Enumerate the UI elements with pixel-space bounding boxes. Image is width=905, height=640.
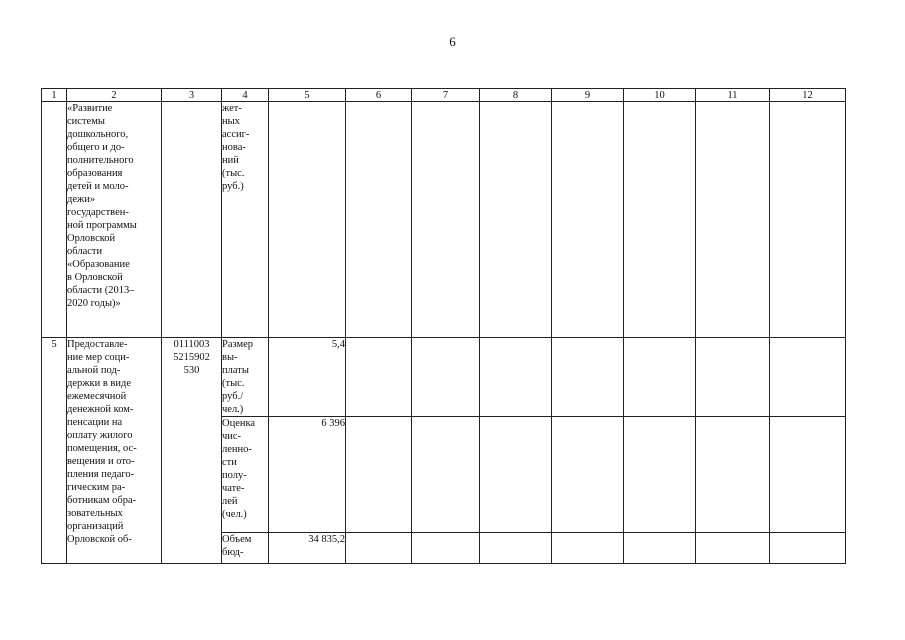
measure-name-line: детей и моло- (67, 181, 129, 192)
measure-name-line: области (67, 246, 103, 257)
budget-code-line: 530 (183, 365, 200, 376)
empty-cell (552, 533, 624, 564)
measure-name-line: ботникам обра- (67, 495, 137, 506)
empty-cell (552, 338, 624, 417)
empty-cell (412, 417, 480, 533)
data-table (41, 88, 846, 564)
indicator-line: жет- (222, 103, 242, 114)
empty-cell (624, 417, 696, 533)
indicator-line: ных (222, 116, 240, 127)
measure-name-line: образования (67, 168, 123, 179)
empty-cell (696, 417, 770, 533)
empty-cell (624, 533, 696, 564)
measure-name-line: Предоставле- (67, 339, 128, 350)
measure-name-line: дошкольного, (67, 129, 129, 140)
measure-name-line: держки в виде (67, 378, 132, 389)
empty-cell (412, 533, 480, 564)
indicator-line: ний (222, 155, 239, 166)
table-row (42, 102, 846, 338)
measure-name-line: в Орловской (67, 272, 123, 283)
indicator-line: чате- (222, 483, 245, 494)
indicator-cell (222, 102, 269, 338)
measure-name-line: Орловской (67, 233, 116, 244)
indicator-value-cell (269, 102, 346, 338)
header-row (42, 89, 846, 102)
measure-name-line: полнительного (67, 155, 134, 166)
column-header: 7 (412, 89, 480, 102)
empty-cell (624, 338, 696, 417)
measure-name-line: «Образование (67, 259, 130, 270)
column-header: 11 (696, 89, 770, 102)
indicator-line: Оценка (222, 418, 256, 429)
empty-cell (346, 102, 412, 338)
column-header: 5 (269, 89, 346, 102)
empty-cell (346, 417, 412, 533)
empty-cell (480, 102, 552, 338)
indicator-line: (тыс. (222, 168, 245, 179)
indicator-line: платы (222, 365, 249, 376)
empty-cell (696, 338, 770, 417)
column-header: 3 (162, 89, 222, 102)
budget-code-cell (162, 338, 222, 564)
indicator-line: нова- (222, 142, 246, 153)
indicator-line: бюд- (222, 547, 244, 558)
measure-name-line: гическим ра- (67, 482, 126, 493)
empty-cell (696, 533, 770, 564)
empty-cell (696, 102, 770, 338)
empty-cell (770, 102, 846, 338)
indicator-value-cell: 6 396 (269, 417, 346, 533)
indicator-cell (222, 417, 269, 533)
measure-name-line: «Развитие (67, 103, 113, 114)
column-header: 4 (222, 89, 269, 102)
column-header: 2 (67, 89, 162, 102)
indicator-line: Размер (222, 339, 254, 350)
column-header: 1 (42, 89, 67, 102)
measure-name-line: ние мер соци- (67, 352, 130, 363)
table-row (42, 338, 846, 417)
measure-name-line: оплату жилого (67, 430, 133, 441)
measure-name-line: вещения и ото- (67, 456, 135, 467)
column-header: 8 (480, 89, 552, 102)
indicator-line: (тыс. (222, 378, 245, 389)
budget-code-line: 0111003 (173, 339, 210, 350)
measure-name-line: альной под- (67, 365, 121, 376)
measure-name-line: зовательных (67, 508, 123, 519)
measure-name-line: общего и до- (67, 142, 125, 153)
measure-name-line: ежемесячной (67, 391, 127, 402)
indicator-line: леннo- (222, 444, 252, 455)
budget-code-line: 5215902 (173, 352, 210, 363)
measure-name-cell (67, 338, 162, 564)
measure-name-line: пенсации на (67, 417, 123, 428)
empty-cell (552, 102, 624, 338)
indicator-value-cell: 5,4 (269, 338, 346, 417)
indicator-value-cell: 34 835,2 (269, 533, 346, 564)
empty-cell (412, 102, 480, 338)
column-header: 12 (770, 89, 846, 102)
empty-cell (480, 338, 552, 417)
measure-name-line: помещения, ос- (67, 443, 137, 454)
empty-cell (624, 102, 696, 338)
row-number-cell: 5 (42, 338, 67, 564)
measure-name-line: организаций (67, 521, 124, 532)
empty-cell (770, 338, 846, 417)
measure-name-line: 2020 годы)» (67, 298, 121, 309)
column-header: 6 (346, 89, 412, 102)
empty-cell (412, 338, 480, 417)
budget-code-cell (162, 102, 222, 338)
measure-name-line: дежи» (67, 194, 96, 205)
indicator-line: ассиг- (222, 129, 250, 140)
indicator-line: сти (222, 457, 237, 468)
indicator-line: (чел.) (222, 509, 247, 520)
indicator-line: руб.) (222, 181, 244, 192)
indicator-line: чис- (222, 431, 242, 442)
empty-cell (480, 417, 552, 533)
empty-cell (770, 417, 846, 533)
measure-name-line: системы (67, 116, 105, 127)
row-number-cell (42, 102, 67, 338)
empty-cell (770, 533, 846, 564)
measure-name-cell (67, 102, 162, 338)
indicator-line: Объем (222, 534, 252, 545)
measure-name-line: ной программы (67, 220, 137, 231)
measure-name-line: денежной ком- (67, 404, 134, 415)
empty-cell (552, 417, 624, 533)
indicator-line: чел.) (222, 404, 244, 415)
indicator-line: полу- (222, 470, 247, 481)
empty-cell (346, 533, 412, 564)
page-number: 6 (449, 34, 456, 49)
indicator-line: лей (222, 496, 238, 507)
column-header: 10 (624, 89, 696, 102)
indicator-cell (222, 533, 269, 564)
empty-cell (346, 338, 412, 417)
measure-name-line: области (2013– (67, 285, 135, 296)
indicator-line: вы- (222, 352, 238, 363)
measure-name-line: Орловской об- (67, 534, 132, 545)
measure-name-line: государствен- (67, 207, 129, 218)
empty-cell (480, 533, 552, 564)
measure-name-line: пления педаго- (67, 469, 135, 480)
column-header: 9 (552, 89, 624, 102)
indicator-line: руб./ (222, 391, 244, 402)
indicator-cell (222, 338, 269, 417)
